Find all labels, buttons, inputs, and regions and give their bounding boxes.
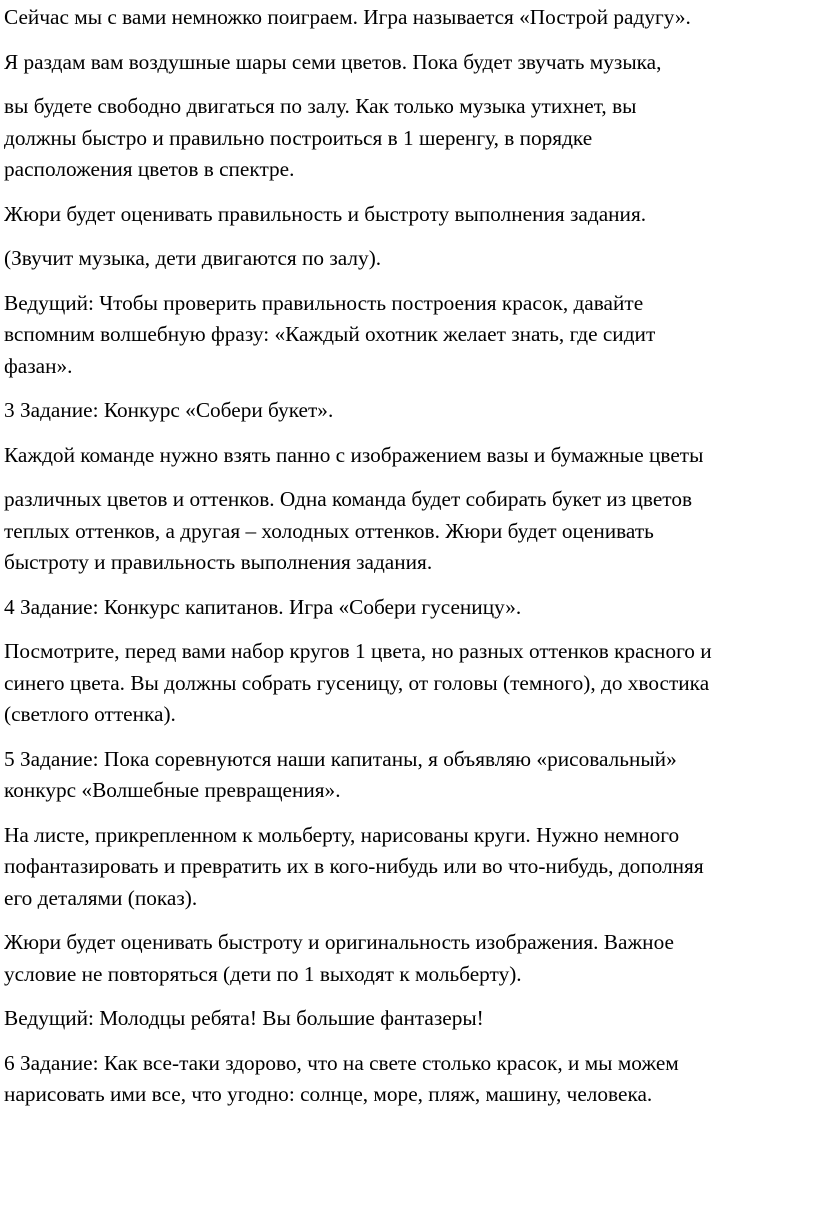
text-line: 6 Задание: Как все-таки здорово, что на свете столько красок, и мы можем xyxy=(4,1050,679,1075)
text-line: расположения цветов в спектре. xyxy=(4,157,295,181)
text-line: Жюри будет оценивать быстроту и оригинальность изображения. Важное xyxy=(4,930,674,954)
paragraph-caterpillar-rules xyxy=(4,636,816,731)
text-line: конкурс «Волшебные превращения». xyxy=(4,778,341,802)
paragraph-vase-panel xyxy=(4,440,816,472)
text-line: (светлого оттенка). xyxy=(4,702,176,726)
paragraph-task-4-heading xyxy=(4,592,816,624)
text-line: нарисовать ими все, что угодно: солнце, море, пляж, машину, человека. xyxy=(4,1082,653,1106)
paragraph-task-3-heading xyxy=(4,395,816,427)
paragraph-move-around xyxy=(4,91,816,186)
paragraph-host-phrase xyxy=(4,288,816,383)
paragraph-music-note xyxy=(4,243,816,275)
text-line: Посмотрите, перед вами набор кругов 1 цвета, но разных оттенков красного и xyxy=(4,639,712,663)
paragraph-balloons xyxy=(4,47,816,79)
text-line: условие не повторяться (дети по 1 выходят к мольберту). xyxy=(4,961,522,986)
text-line: 5 Задание: Пока соревнуются наши капитаны, я объявляю «рисовальный» xyxy=(4,746,677,771)
text-line: теплых оттенков, а другая – холодных оттенков. Жюри будет оценивать xyxy=(4,518,654,543)
text-line: Ведущий: Молодцы ребята! Вы большие фантазеры! xyxy=(4,1006,484,1030)
text-line: синего цвета. Вы должны собрать гусеницу, от головы (темного), до хвостика xyxy=(4,670,710,695)
text-line: Сейчас мы с вами немножко поиграем. Игра называется «Построй радугу». xyxy=(4,5,691,29)
text-line: Ведущий: Чтобы проверить правильность построения красок, давайте xyxy=(4,290,644,315)
paragraph-task-5-heading xyxy=(4,744,816,807)
paragraph-game-intro xyxy=(4,2,816,34)
text-line: пофантазировать и превратить их в кого-нибудь или во что-нибудь, дополняя xyxy=(4,854,704,878)
paragraph-host-praise xyxy=(4,1003,816,1035)
paragraph-task-6-heading xyxy=(4,1048,816,1111)
text-line: (Звучит музыка, дети двигаются по залу). xyxy=(4,246,382,270)
text-line: 3 Задание: Конкурс «Собери букет». xyxy=(4,398,334,422)
text-line: различных цветов и оттенков. Одна команда будет собирать букет из цветов xyxy=(4,487,693,511)
paragraph-jury-originality xyxy=(4,927,816,990)
text-line: его деталями (показ). xyxy=(4,885,198,910)
text-line: 4 Задание: Конкурс капитанов. Игра «Собери гусеницу». xyxy=(4,594,522,619)
text-line: Каждой команде нужно взять панно с изображением вазы и бумажные цветы xyxy=(4,442,704,467)
text-line: Жюри будет оценивать правильность и быстроту выполнения задания. xyxy=(4,201,647,226)
text-line: вы будете свободно двигаться по залу. Как только музыка утихнет, вы xyxy=(4,94,637,118)
text-line: фазан». xyxy=(4,353,73,378)
paragraph-bouquet-rules xyxy=(4,484,816,579)
text-line: На листе, прикрепленном к мольберту, нарисованы круги. Нужно немного xyxy=(4,822,680,847)
text-line: вспомним волшебную фразу: «Каждый охотник желает знать, где сидит xyxy=(4,322,656,346)
text-line: должны быстро и правильно построиться в 1 шеренгу, в порядке xyxy=(4,125,593,150)
text-line: быстроту и правильность выполнения задания. xyxy=(4,550,433,574)
paragraph-circles-easel xyxy=(4,820,816,915)
text-line: Я раздам вам воздушные шары семи цветов. Пока будет звучать музыка, xyxy=(4,49,662,74)
paragraph-jury-rainbow xyxy=(4,199,816,231)
